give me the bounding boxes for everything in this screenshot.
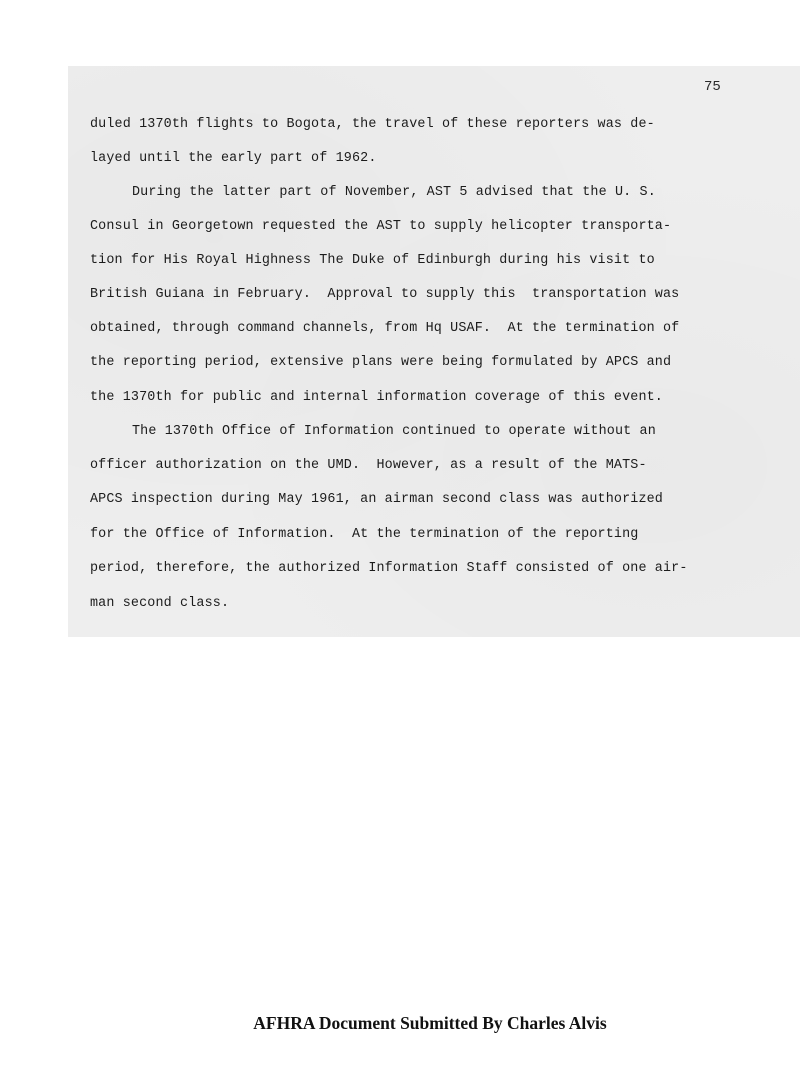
text-line: tion for His Royal Highness The Duke of Edinburgh during his visit to xyxy=(90,253,655,268)
text-line: for the Office of Information. At the termination of the reporting xyxy=(90,527,639,542)
text-line: obtained, through command channels, from Hq USAF. At the termination of xyxy=(90,321,680,336)
text-line: the reporting period, extensive plans were being formulated by APCS and xyxy=(90,355,672,370)
text-line: man second class. xyxy=(90,596,230,611)
text-line: the 1370th for public and internal information coverage of this event. xyxy=(90,390,663,405)
text-line: period, therefore, the authorized Information Staff consisted of one air- xyxy=(90,561,688,576)
footer-credit: AFHRA Document Submitted By Charles Alvis xyxy=(253,1013,607,1033)
text-line: duled 1370th flights to Bogota, the travel of these reporters was de- xyxy=(90,117,655,132)
page-number: 75 xyxy=(704,79,721,95)
text-line: The 1370th Office of Information continued to operate without an xyxy=(132,424,656,439)
text-line: During the latter part of November, AST 5 advised that the U. S. xyxy=(132,185,656,200)
text-line: officer authorization on the UMD. However, as a result of the MATS- xyxy=(90,458,647,473)
text-line: layed until the early part of 1962. xyxy=(90,151,377,166)
text-line: APCS inspection during May 1961, an airman second class was authorized xyxy=(90,492,663,507)
text-line: Consul in Georgetown requested the AST to supply helicopter transporta- xyxy=(90,219,672,234)
text-line: British Guiana in February. Approval to supply this transportation was xyxy=(90,287,680,302)
